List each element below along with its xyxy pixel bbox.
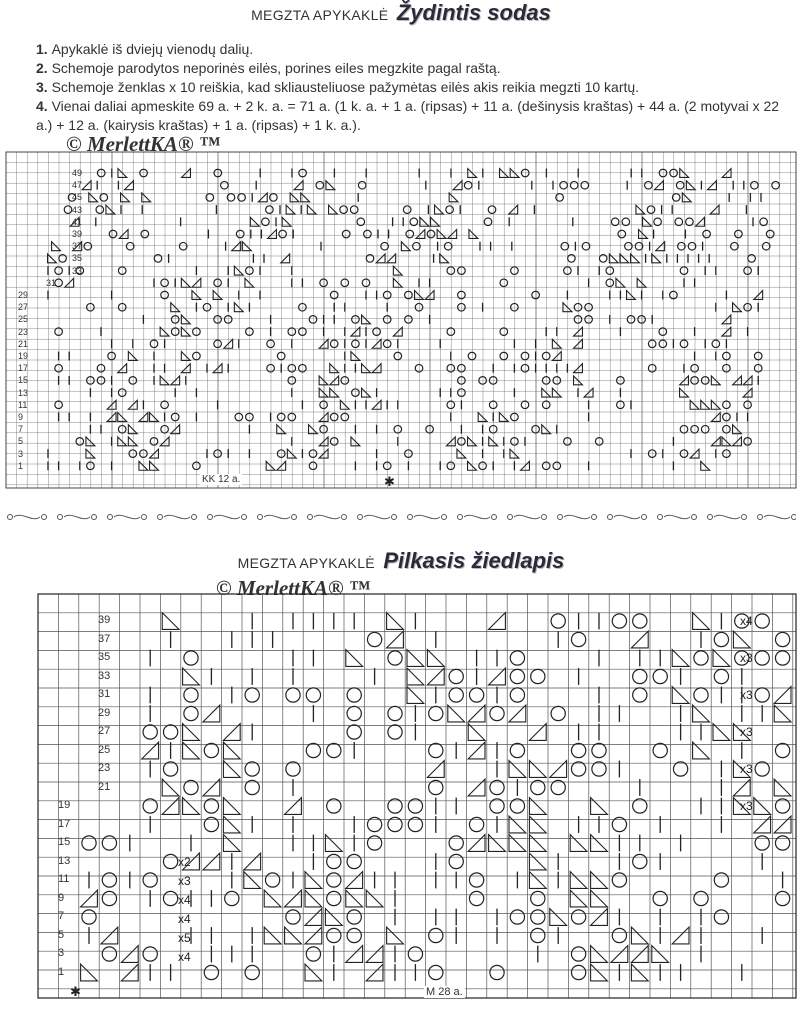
symbol-decrease: [346, 946, 363, 963]
symbol-circle: [184, 706, 198, 720]
symbol-circle: [653, 891, 667, 905]
symbol-decrease: [672, 927, 689, 944]
symbol-circle: [469, 873, 483, 887]
pattern1-row-label: 33: [72, 265, 83, 276]
symbol-decrease: [366, 946, 383, 963]
symbol-circle: [163, 725, 177, 739]
symbol-circle: [755, 762, 769, 776]
symbol-circle: [245, 965, 259, 979]
repeat-mark: x3: [178, 874, 191, 888]
symbol-circle: [102, 891, 116, 905]
pattern1-row-label: 35: [72, 253, 83, 264]
symbol-decrease-left: [264, 890, 281, 907]
pattern2-row-label: 7: [58, 910, 65, 922]
symbol-decrease-left: [244, 872, 261, 889]
symbol-circle: [755, 836, 769, 850]
symbol-circle: [265, 873, 279, 887]
symbol-circle: [531, 780, 545, 794]
symbol-decrease-left: [387, 613, 404, 630]
symbol-circle: [673, 762, 687, 776]
pattern2-row-label: 17: [58, 817, 71, 830]
symbol-circle: [306, 688, 320, 702]
symbol-circle: [490, 706, 504, 720]
symbol-circle: [245, 780, 259, 794]
symbol-circle: [714, 632, 728, 646]
symbol-decrease-left: [223, 798, 240, 815]
symbol-decrease-left: [407, 687, 424, 704]
pattern1-row-label: 13: [18, 387, 29, 398]
symbol-circle: [694, 688, 708, 702]
symbol-circle: [612, 928, 626, 942]
symbol-decrease-left: [591, 890, 608, 907]
symbol-circle: [490, 965, 504, 979]
repeat-mark: x3: [740, 762, 753, 776]
symbol-decrease: [203, 779, 220, 796]
symbol-decrease-left: [325, 835, 342, 852]
symbol-circle: [571, 910, 585, 924]
symbol-circle: [510, 910, 524, 924]
symbol-circle: [612, 873, 626, 887]
symbol-decrease-left: [529, 853, 546, 870]
symbol-circle: [775, 743, 789, 757]
symbol-decrease: [468, 835, 485, 852]
symbol-decrease-left: [264, 927, 281, 944]
repeat-mark: x3: [740, 799, 753, 813]
symbol-decrease-left: [733, 631, 750, 648]
symbol-circle: [163, 762, 177, 776]
symbol-circle: [286, 910, 300, 924]
symbol-decrease-left: [509, 835, 526, 852]
pattern1-row-label: 23: [18, 326, 29, 337]
symbol-decrease-left: [631, 927, 648, 944]
symbol-circle: [327, 854, 341, 868]
pattern2-row-label: 21: [98, 780, 111, 793]
symbol-circle: [755, 614, 769, 628]
symbol-decrease: [529, 724, 546, 741]
symbol-circle: [429, 743, 443, 757]
pattern1-row-label: 25: [18, 314, 29, 325]
symbol-decrease: [774, 816, 791, 833]
symbol-decrease-left: [468, 724, 485, 741]
symbol-decrease-left: [183, 668, 200, 685]
symbol-circle: [388, 651, 402, 665]
pattern2-name: Pilkasis žiedlapis: [383, 548, 565, 573]
pattern1-row-label: 21: [18, 338, 29, 349]
symbol-decrease-left: [183, 724, 200, 741]
symbol-decrease-left: [591, 946, 608, 963]
symbol-decrease-left: [346, 890, 363, 907]
symbol-circle: [388, 725, 402, 739]
symbol-circle: [551, 706, 565, 720]
symbol-circle: [143, 873, 157, 887]
symbol-decrease-left: [285, 927, 302, 944]
pattern1-row-label: 45: [72, 192, 83, 203]
symbol-decrease-left: [713, 650, 730, 667]
symbol-decrease-left: [591, 835, 608, 852]
pattern2-row-label: 35: [98, 651, 111, 663]
symbol-circle: [755, 688, 769, 702]
symbol-circle: [102, 836, 116, 850]
symbol-decrease-left: [570, 835, 587, 852]
symbol-circle: [633, 669, 647, 683]
symbol-circle: [367, 836, 381, 850]
symbol-decrease: [631, 631, 648, 648]
symbol-decrease-left: [223, 816, 240, 833]
symbol-decrease-left: [509, 816, 526, 833]
pattern1-watermark: © MerlettKA® ™: [66, 132, 220, 156]
symbol-decrease-left: [305, 890, 322, 907]
symbol-circle: [82, 910, 96, 924]
pattern2-row-label: 39: [98, 614, 111, 626]
pattern2-row-label: 19: [58, 799, 71, 811]
pattern2-row-label: 31: [98, 688, 111, 700]
symbol-circle: [469, 891, 483, 905]
symbol-circle: [245, 688, 259, 702]
pattern1-center-note: KK 12 a.: [202, 474, 241, 485]
symbol-circle: [306, 947, 320, 961]
pattern1-row-label: 27: [18, 302, 29, 313]
repeat-mark: x4: [178, 893, 191, 907]
symbol-decrease-left: [591, 872, 608, 889]
symbol-circle: [429, 965, 443, 979]
symbol-decrease-left: [366, 890, 383, 907]
pattern1-row-label: 17: [18, 363, 29, 374]
symbol-circle: [327, 743, 341, 757]
instruction-text: Apykaklė iš dviejų vienodų dalių.: [51, 41, 254, 57]
symbol-circle: [531, 928, 545, 942]
symbol-decrease: [346, 872, 363, 889]
symbol-circle: [163, 854, 177, 868]
symbol-circle: [571, 743, 585, 757]
symbol-circle: [347, 854, 361, 868]
pattern2-row-label: 25: [98, 743, 111, 756]
repeat-mark: x2: [178, 855, 191, 869]
symbol-circle: [327, 928, 341, 942]
symbol-circle: [531, 669, 545, 683]
symbol-decrease-left: [407, 650, 424, 667]
pattern2-row-label: 13: [58, 854, 71, 867]
symbol-circle: [225, 891, 239, 905]
symbol-decrease-left: [713, 724, 730, 741]
pattern1-row-label: 39: [72, 229, 83, 239]
pattern2-watermark: © MerlettKA® ™: [216, 576, 370, 600]
symbol-decrease-left: [162, 779, 179, 796]
symbol-circle: [694, 651, 708, 665]
symbol-decrease-left: [529, 798, 546, 815]
symbol-circle: [204, 743, 218, 757]
pattern1-name: Žydintis sodas: [396, 0, 551, 25]
symbol-decrease-left: [305, 964, 322, 981]
pattern1-row-label: 31: [46, 277, 57, 288]
symbol-circle: [102, 947, 116, 961]
symbol-circle: [571, 947, 585, 961]
pattern2-row-label: 29: [98, 706, 111, 719]
pattern2-row-label: 27: [98, 725, 111, 737]
symbol-decrease-left: [550, 909, 567, 926]
symbol-circle: [714, 873, 728, 887]
symbol-circle: [653, 669, 667, 683]
pattern2-row-label: 1: [58, 965, 65, 978]
symbol-circle: [367, 632, 381, 646]
pattern1-row-label: 49: [72, 168, 83, 178]
repeat-mark: x4: [740, 614, 753, 628]
symbol-decrease: [305, 909, 322, 926]
symbol-circle: [245, 762, 259, 776]
pattern1-row-label: 5: [18, 436, 24, 447]
symbol-circle: [633, 854, 647, 868]
pattern2-row-label: 37: [98, 632, 111, 645]
symbol-circle: [163, 891, 177, 905]
instruction-text: Schemoje parodytos neporinės eilės, porines eiles megzkite pagal raštą.: [51, 60, 501, 76]
symbol-circle: [327, 891, 341, 905]
symbol-circle: [633, 688, 647, 702]
symbol-circle: [184, 651, 198, 665]
symbol-circle: [388, 706, 402, 720]
symbol-decrease: [489, 668, 506, 685]
pattern1-row-label: 47: [72, 180, 83, 191]
symbol-decrease-left: [81, 964, 98, 981]
symbol-circle: [510, 651, 524, 665]
pattern2-row-label: 11: [58, 873, 70, 885]
symbol-circle: [469, 688, 483, 702]
symbol-circle: [449, 669, 463, 683]
symbol-circle: [775, 891, 789, 905]
symbol-circle: [347, 928, 361, 942]
pattern1-row-label: 41: [72, 216, 83, 227]
pattern1-row-label: 15: [18, 375, 29, 386]
pattern1-label: MEGZTA APYKAKLĖ: [251, 7, 389, 23]
pattern1-row-label: 3: [18, 448, 24, 459]
symbol-decrease-left: [387, 927, 404, 944]
symbol-circle: [204, 965, 218, 979]
symbol-circle: [347, 688, 361, 702]
symbol-circle: [449, 836, 463, 850]
symbol-circle: [551, 780, 565, 794]
symbol-circle: [286, 688, 300, 702]
pattern1-row-label: 19: [18, 351, 29, 361]
repeat-mark: x5: [178, 931, 191, 945]
pattern2-label: MEGZTA APYKAKLĖ: [237, 555, 375, 571]
symbol-circle: [531, 910, 545, 924]
symbol-circle: [755, 651, 769, 665]
pattern1-row-label: 11: [18, 399, 28, 410]
symbol-decrease: [223, 724, 240, 741]
symbol-decrease: [468, 779, 485, 796]
pattern1-row-label: 7: [18, 424, 24, 435]
symbol-decrease: [489, 613, 506, 630]
symbol-decrease: [611, 946, 628, 963]
symbol-circle: [531, 891, 545, 905]
symbol-circle: [714, 910, 728, 924]
pattern2-row-label: 5: [58, 928, 65, 941]
symbol-decrease-left: [672, 650, 689, 667]
symbol-circle: [429, 706, 443, 720]
symbol-decrease-left: [427, 650, 444, 667]
symbol-circle: [143, 947, 157, 961]
symbol-decrease-left: [183, 798, 200, 815]
symbol-decrease: [509, 705, 526, 722]
pattern2-row-label: 15: [58, 836, 71, 848]
symbol-decrease-left: [693, 705, 710, 722]
repeat-mark: x3: [740, 725, 753, 739]
symbol-decrease-left: [631, 964, 648, 981]
symbol-circle: [571, 762, 585, 776]
pattern1-row-label: 37: [72, 241, 83, 252]
symbol-decrease-left: [591, 964, 608, 981]
symbol-circle: [449, 688, 463, 702]
symbol-decrease: [203, 705, 220, 722]
symbol-circle: [408, 947, 422, 961]
symbol-circle: [429, 928, 443, 942]
symbol-decrease-left: [529, 835, 546, 852]
pattern2-row-label: 23: [98, 762, 111, 774]
pattern1-row-label: 29: [18, 290, 29, 300]
symbol-decrease: [244, 853, 261, 870]
pattern2-row-label: 9: [58, 891, 65, 904]
symbol-circle: [571, 965, 585, 979]
symbol-decrease: [305, 927, 322, 944]
symbol-circle: [510, 688, 524, 702]
pattern2-left-marker: ✱: [70, 984, 81, 999]
symbol-circle: [633, 614, 647, 628]
symbol-decrease-left: [346, 650, 363, 667]
symbol-circle: [347, 706, 361, 720]
instruction-number: 1.: [36, 41, 52, 57]
symbol-circle: [286, 762, 300, 776]
symbol-circle: [612, 614, 626, 628]
symbol-circle: [592, 762, 606, 776]
pattern2-row-label: 33: [98, 669, 111, 682]
symbol-circle: [551, 614, 565, 628]
instruction-number: 3.: [36, 79, 52, 95]
symbol-circle: [775, 632, 789, 646]
symbol-decrease-left: [693, 613, 710, 630]
symbol-circle: [592, 743, 606, 757]
symbol-decrease-left: [223, 835, 240, 852]
symbol-decrease-left: [162, 613, 179, 630]
symbol-decrease: [427, 668, 444, 685]
symbol-decrease: [733, 779, 750, 796]
symbol-circle: [571, 632, 585, 646]
repeat-mark: x3: [740, 688, 753, 702]
symbol-decrease-left: [570, 872, 587, 889]
symbol-decrease-left: [754, 798, 771, 815]
symbol-circle: [143, 725, 157, 739]
symbol-decrease: [285, 798, 302, 815]
instruction-text: Schemoje ženklas x 10 reiškia, kad skliausteliuose pažymėtas eilės akis reikia megzti 10 kartų.: [51, 79, 640, 95]
symbol-circle: [653, 743, 667, 757]
symbol-decrease: [631, 946, 648, 963]
symbol-circle: [347, 725, 361, 739]
symbol-circle: [714, 669, 728, 683]
symbol-circle: [184, 688, 198, 702]
instruction-number: 2.: [36, 60, 52, 76]
symbol-decrease-left: [652, 946, 669, 963]
symbol-decrease: [203, 853, 220, 870]
instruction-text: Vienai daliai apmeskite 69 a. + 2 k. a. = 71 a. (1 k. a. + 1 a. (ripsas) + 11 a. (dešinysis kraštas) + 44 a. (2 motyvai x 22 a.) + 12 a. (kairysis kraštas) + 1 a. (ripsas) + 1 k. a.).: [36, 98, 780, 133]
pattern1-row-label: 43: [72, 204, 83, 215]
symbol-decrease: [366, 964, 383, 981]
symbol-circle: [775, 651, 789, 665]
symbol-decrease-left: [325, 909, 342, 926]
symbol-decrease: [774, 687, 791, 704]
symbol-decrease: [81, 890, 98, 907]
symbol-circle: [102, 873, 116, 887]
symbol-decrease: [121, 946, 138, 963]
pattern1-center-marker: ✱: [384, 474, 395, 489]
symbol-decrease: [285, 890, 302, 907]
symbol-circle: [347, 910, 361, 924]
instruction-number: 4.: [36, 98, 52, 114]
pattern2-row-label: 3: [58, 947, 65, 959]
symbol-circle: [510, 669, 524, 683]
symbol-decrease-left: [305, 872, 322, 889]
repeat-mark: x4: [178, 912, 191, 926]
symbol-decrease-left: [529, 816, 546, 833]
symbol-decrease: [162, 798, 179, 815]
symbol-circle: [449, 854, 463, 868]
pattern1-row-label: 9: [18, 412, 24, 422]
symbol-circle: [306, 743, 320, 757]
repeat-mark: x4: [178, 950, 191, 964]
symbol-circle: [327, 873, 341, 887]
symbol-circle: [775, 836, 789, 850]
symbol-decrease: [101, 927, 118, 944]
pattern2-center-note: M 28 a.: [426, 986, 463, 998]
symbol-decrease-left: [529, 872, 546, 889]
symbol-circle: [82, 836, 96, 850]
symbol-decrease-left: [774, 779, 791, 796]
symbol-decrease-left: [407, 668, 424, 685]
pattern2-grid: [38, 594, 796, 998]
symbol-circle: [184, 780, 198, 794]
symbol-decrease-left: [774, 705, 791, 722]
symbol-circle: [490, 780, 504, 794]
symbol-decrease: [591, 909, 608, 926]
symbol-decrease: [754, 816, 771, 833]
symbol-decrease: [468, 705, 485, 722]
symbol-circle: [510, 743, 524, 757]
symbol-decrease-left: [448, 705, 465, 722]
symbol-circle: [694, 891, 708, 905]
grid-border: [38, 594, 796, 998]
pattern1-row-label: 1: [18, 460, 24, 471]
symbol-decrease-left: [570, 890, 587, 907]
symbol-circle: [429, 780, 443, 794]
symbol-decrease: [121, 964, 138, 981]
symbol-decrease-left: [489, 835, 506, 852]
symbol-decrease-left: [591, 798, 608, 815]
symbol-decrease-left: [672, 687, 689, 704]
repeat-mark: x3: [740, 651, 753, 665]
symbol-decrease: [387, 631, 404, 648]
